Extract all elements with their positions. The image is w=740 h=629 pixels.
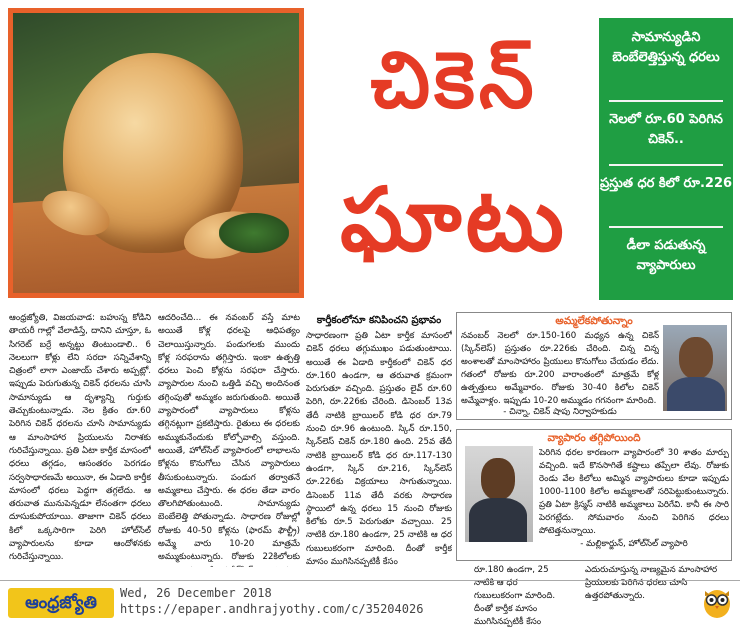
article-text-2: ఆదరించేది... ఈ నవంబర్ వస్తే మాట అయితే కోళ్ల ధరలపై ఆధిపత్యం చెలాయిస్తున్నారు. పండుగలకు ముందు కోళ్ల సరఫరాను తగ్గిస్తారు. ఇంకా ఉత్పత్తి ధరలు పెంచి కోళ్లను సరఫరా చేస్తారు. వ్యాపారుల నుంచి ఒత్తిడి వచ్చి అందినంత తగ్గింపుతో అమ్మకం జరుగుతుంది. అయితే వ్యాపారంలో వ్యాపారులు కోళ్లను తగ్గినట్లుగా ప్రకటిస్తారు. రైతులు ఈ ధరలకు అమ్ముకునేందుకు కోల్పోవాల్సి వస్తుంది. అయితే, హోల్‌సేల్ వ్యాపారంలో లాభాలను కోళ్లను కొనుగోలు చేసిన వ్యాపారులు తీసుకుంటున్నారు. పండుగ తర్వాతనే అమ్మకాలు చేస్తారు. ఈ ధరల తేడా వారం తొలగిపోతుంటుంది. సామాన్యుడు బెంబేలెత్తి పోతున్నాడు. సాధారణ రోజుల్లో రోజుకు 40-50 కోళ్లను (ఫారమ్ ఫౌల్ట్రీ) అమ్మే వారు 10-20 మాత్రమే అమ్ముకుంటున్నారు. రోజుకు 22కిలోలకు: [158, 313, 300, 563]
box1-text: నవంబర్ నెలలో రూ.150-160 మధ్యన ఉన్న చికెన్ (స్కిన్‌లెస్) ప్రస్తుతం రూ.226కు చేరింది. చిన్న చిన్న అంశాలతో మాంసాహారం ప్రియులు కొనుగోలు చేయడం లేదు. గతంలో రోజుకు రూ.200 వారాంతంలో మాత్రమే కోళ్ల ఉత్పత్తులు అమ్మేవారం. రోజుకు 30-40 కిలోల చికెన్ అమ్మేవాళ్లం. ఇప్పుడు 10-20 అమ్ముడం గగనంగా మారింది.: [461, 331, 659, 406]
highlight-1: సామాన్యుడిని బెంబేలెత్తిస్తున్న ధరలు: [612, 30, 720, 65]
portrait-shirt: [469, 498, 527, 542]
roast-chicken-photo: [8, 8, 304, 298]
headline-line-1: చికెన్: [370, 36, 538, 126]
highlight-divider: [609, 100, 723, 102]
highlight-2: నెలలో రూ.60 పెరిగిన చికెన్..: [609, 112, 723, 147]
box2-signature: - మల్లికార్జున్, హోల్‌సేల్ వ్యాపారి: [580, 539, 688, 549]
portrait-face: [481, 458, 515, 500]
quote-box-wholesaler: [456, 429, 732, 561]
epaper-footer: [0, 580, 740, 622]
highlight-4: డీలా పడుతున్న వ్యాపారులు: [626, 238, 706, 273]
box1-title: అమ్మలేకపోతున్నాం: [555, 315, 633, 327]
article-column-3: [306, 312, 452, 567]
article-text-1: ఆంధ్రజ్యోతి, విజయవాడ: బహుస్న కోడిని తాయరీ గాల్లో వేలాడిస్తే, దానిని చూస్తూ, ఓ సిగరెట్ బర్రే అన్నట్టు తింటుండాలి.. 6 నెలలుగా కోళ్లు లేని సరదా సన్నివేశాన్ని చిత్రంలో లాగా ఎంజాయ్ చేశారు అప్పట్లో. ఇప్పుడు పెరుగుతున్న చికెన్ ధరలను చూసి సామాన్యుడు ఆ దృశ్యాన్ని గుర్తుకు తెచ్చుకుంటున్నాడు. నెల క్రితం రూ.60 పెరిగిన చికెన్ ధరలను చూసి సామాన్యుడు ఆ మాంసాహార ప్రియులను నిరాశకు గురిచేస్తున్నాయి. ప్రతి ఏటా కార్తీక మాసంలో ధరలు తగ్గడం, ఆసంతరం పెరగడం సర్వసాధారణమే అయినా, ఈ ఏడాది కార్తీక మాసంలో ధరలు పెద్దగా తగ్గలేదు. ఆ తరువాత మునుపెన్నడూ లేనంతగా ధరలు దూసుకుపోయాయి. తాజాగా చికెన్ ధరలు కిలో ఒక్కసారిగా పెరిగి హోల్‌సేల్ వ్యాపారులను కూడా ఆందోళనకు గురిచేస్తున్నాయి.: [9, 313, 151, 563]
article-tail-left: రూ.180 ఉండగా, 25 నాటికి ఆ ధర గుబులుకరంగా మారింది. దీంతో కార్తీక మాసం ముగిసినప్పటికీ కేసం: [474, 565, 556, 627]
box2-body: పెరిగిన ధరల కారణంగా వ్యాపారంలో 30 శాతం మార్పు వచ్చింది. ఇదే కొనసాగితే కష్టాలు తప్పేలా లేవు. రోజుకు రెండు వేల కిలోలు అమ్మిన వ్యాపారులు కూడా ఇప్పుడు 1000-1100 కిలోల అమ్మకాలతో సరిపెట్టుకుంటున్నారు. ప్రతి ఏటా క్రిస్మస్ నాటికి అమ్మకాలు పెరిగేవి. కానీ ఈ సారి పెరగట్లేదు. సోమవారం నుంచి పెరిగిన ధరలు పోటెత్తనున్నాయి.: [539, 448, 729, 536]
owl-icon: [702, 585, 732, 619]
highlights-panel: [599, 18, 733, 300]
quote-box-shopkeeper: [456, 312, 732, 420]
article-text-3: సాధారణంగా ప్రతి ఏటా కార్తీక మాసంలో చికెన్ ధరలు తగ్గుముఖం పడుతుంటాయి. అయితే ఈ ఏడాది కార్తీకంలో చికెన్ ధర రూ.160 ఉండగా, ఆ తరువాత క్రమంగా పెరుగుతూ వచ్చింది. ప్రస్తుతం లైవ్ రూ.60 పెరిగి, రూ.226కు చేరింది. డిసెంబర్ 13వ తేదీ నాటికి బ్రాయిలర్ కోడి ధర రూ.79 నుంచి రూ.96 ఉంటుంది. స్కిన్ రూ.150, స్కిన్‌లెస్ చికెన్ రూ.180 ఉంది. 25వ తేదీ నాటికి బ్రాయిలర్ కోడి ధర రూ.117-130 ఉండగా, స్కిన్ రూ.216, స్కిన్‌లెస్ రూ.226కు విక్రయాలు సాగుతున్నాయి. డిసెంబర్ 11వ తేదీ వరకు సాధారణ స్థాయిలో ఉన్న ధరలు 15 నుంచి రోజుకు కిలోకు రూ.5 పెరుగుతూ వచ్చాయి. 25 నాటికి రూ.180 ఉండగా, 25 నాటికి ఆ ధర గుబులుకరంగా మారింది. దీంతో కార్తీక మాసం ముగిసినప్పటికీ కేసం: [306, 331, 452, 567]
headline-line-2: ఘాటు: [340, 168, 568, 271]
shopkeeper-portrait: [663, 325, 727, 411]
article-column-2: [158, 312, 300, 567]
edition-date: Wed, 26 December 2018: [120, 586, 272, 600]
article-column-1: [9, 312, 151, 566]
highlight-divider: [609, 164, 723, 166]
epaper-url[interactable]: https://epaper.andhrajyothy.com/c/35204026: [120, 602, 424, 616]
portrait-face: [679, 337, 713, 379]
headline: [312, 10, 596, 300]
highlight-divider: [609, 226, 723, 228]
box1-signature: - చిన్నా, చికెన్ షాపు నిర్వాహకుడు: [503, 407, 617, 417]
box2-title: వ్యాపారం తగ్గిపోయింది: [547, 432, 641, 444]
article-tail-right: ఎదురుచూస్తున్న నాణ్యమైన మాంసాహార ప్రియులకు పెరిగిన ధరలు చూసి ఉత్తరపోతున్నారు.: [585, 565, 718, 601]
herb-garnish: [219, 213, 289, 253]
andhrajyothy-logo[interactable]: ఆంధ్రజ్యోతి: [8, 588, 114, 618]
wholesaler-portrait: [465, 446, 533, 542]
highlight-3: ప్రస్తుత ధర కిలో రూ.226: [599, 176, 733, 191]
box2-text: [539, 447, 729, 559]
column3-title: కార్తీకంలోనూ కనిపించని ప్రభావం: [316, 315, 442, 326]
portrait-shirt: [667, 377, 725, 411]
